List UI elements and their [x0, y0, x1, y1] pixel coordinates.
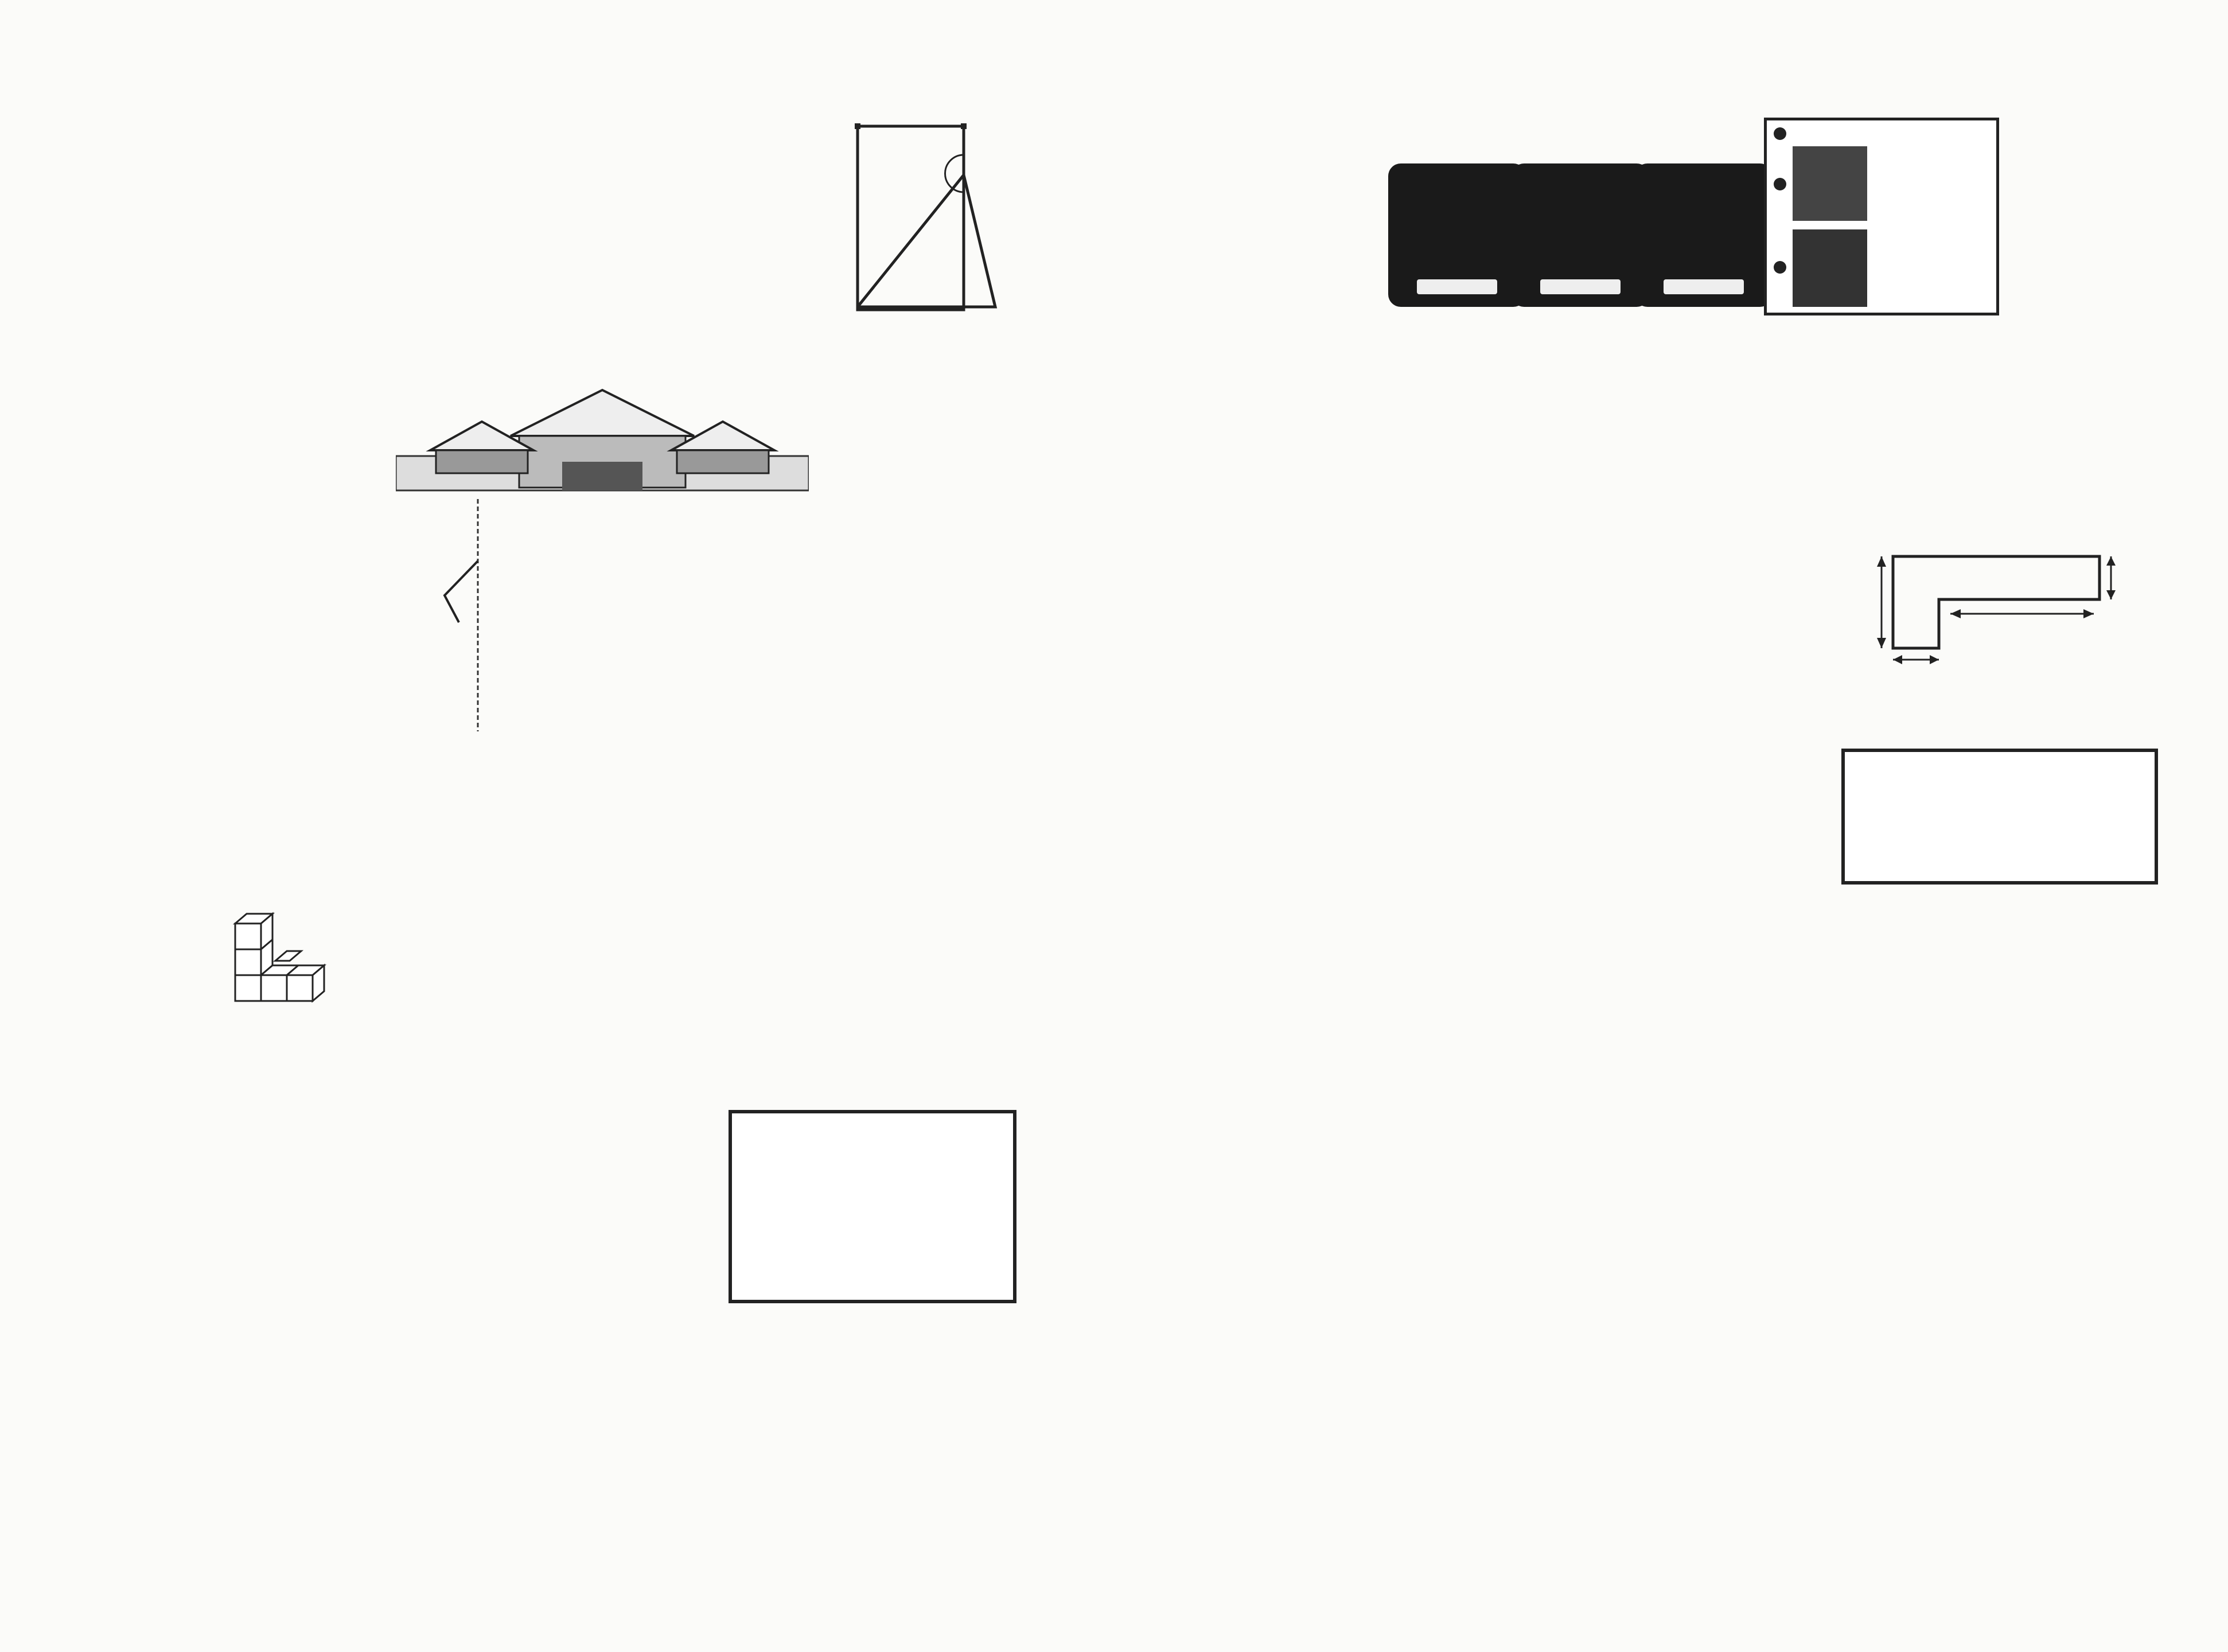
grid-q25 [381, 499, 800, 734]
radio-dot [1774, 261, 1786, 274]
book2-cover [1793, 229, 1867, 307]
bus-price-table [1841, 749, 2158, 885]
cube-stack-figure [232, 909, 341, 1018]
shopping-cart-card [1764, 118, 1999, 315]
grid-q26 [433, 895, 941, 1030]
desk-shape-figure [1813, 551, 2134, 688]
l-shape-desk [1893, 556, 2100, 648]
radio-dot [1774, 178, 1786, 190]
price-cell [1988, 762, 2011, 765]
rectangle-triangle-figure [826, 109, 1033, 327]
price-cell [1965, 762, 1988, 765]
book1-cover [1793, 146, 1867, 221]
coupon-5 [1388, 163, 1526, 307]
price-cell [2011, 762, 2034, 765]
radio-dot [1774, 127, 1786, 140]
coupon-10 [1512, 163, 1649, 307]
triangle-abc [858, 175, 995, 307]
medicine-instructions [729, 1110, 1016, 1303]
price-table [1965, 758, 2034, 765]
museum-building-image [396, 381, 809, 493]
half-shape [445, 561, 478, 622]
rectangle-outline [858, 126, 964, 310]
housework-bar-chart [1423, 958, 2111, 1382]
coupon-20 [1635, 163, 1773, 307]
